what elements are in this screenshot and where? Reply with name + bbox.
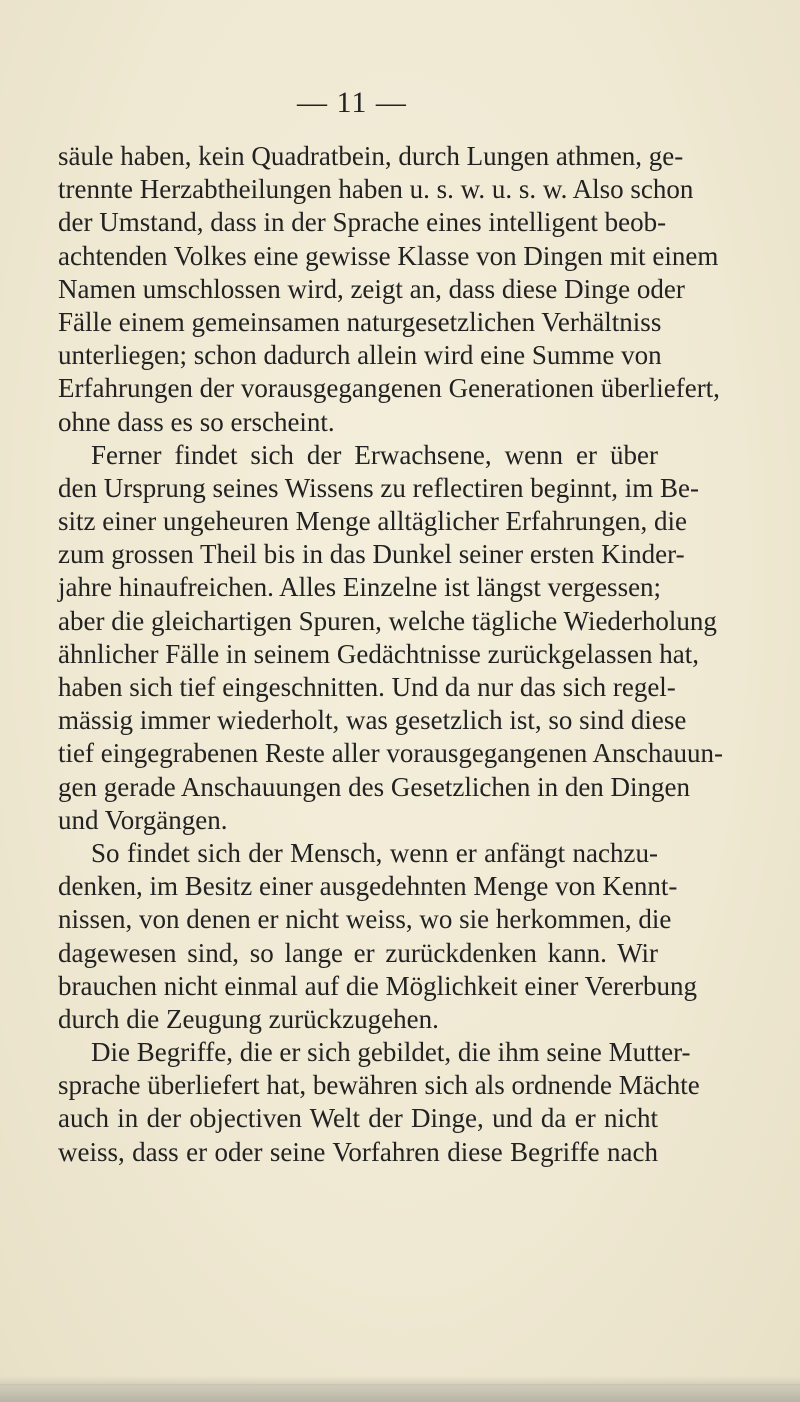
text-line: sitz einer ungeheuren Menge alltäglicher Erfahrungen, die [58, 506, 687, 537]
text-line: den Ursprung seines Wissens zu reflectiren beginnt, im Be- [58, 472, 699, 503]
text-line: unterliegen; schon dadurch allein wird eine Summe von [58, 340, 662, 371]
text-line: Namen umschlossen wird, zeigt an, dass diese Dinge oder [58, 273, 685, 304]
text-line: mässig immer wiederholt, was gesetzlich ist, so sind diese [58, 705, 687, 736]
text-line: säule haben, kein Quadratbein, durch Lungen athmen, ge- [58, 141, 684, 171]
text-line: weiss, dass er oder seine Vorfahren diese Begriffe nach [58, 1136, 658, 1167]
text-line: Ferner findet sich der Erwachsene, wenn er über [91, 439, 658, 470]
text-line: gen gerade Anschauungen des Gesetzlichen in den Dingen [58, 771, 691, 802]
text-line: Fälle einem gemeinsamen naturgesetzlichen Verhältniss [58, 306, 662, 337]
text-line: tief eingegrabenen Reste aller vorausgegangenen Anschauun- [58, 738, 723, 769]
text-line: trennte Herzabtheilungen haben u. s. w. u. s. w. Also schon [58, 174, 694, 205]
text-line: ohne dass es so erscheint. [58, 406, 335, 437]
text-line: dagewesen sind, so lange er zurückdenken kann. Wir [58, 937, 658, 968]
body-text [58, 140, 723, 1169]
text-line: auch in der objectiven Welt der Dinge, und da er nicht [58, 1103, 658, 1134]
text-line: aber die gleichartigen Spuren, welche tägliche Wiederholung [58, 605, 717, 636]
page-bottom-edge [0, 1376, 800, 1402]
text-line: Erfahrungen der vorausgegangenen Generationen überliefert, [58, 373, 720, 404]
text-line: zum grossen Theil bis in das Dunkel seiner ersten Kinder- [58, 539, 685, 570]
text-line: ähnlicher Fälle in seinem Gedächtnisse zurückgelassen hat, [58, 638, 700, 669]
text-line: brauchen nicht einmal auf die Möglichkeit einer Vererbung [58, 970, 698, 1001]
text-line: der Umstand, dass in der Sprache eines intelligent beob- [58, 207, 667, 238]
text-line: denken, im Besitz einer ausgedehnten Menge von Kennt- [58, 871, 678, 902]
text-line: nissen, von denen er nicht weiss, wo sie herkommen, die [58, 904, 672, 935]
text-line: Die Begriffe, die er sich gebildet, die ihm seine Mutter- [91, 1037, 691, 1068]
text-line: und Vorgängen. [58, 804, 228, 835]
page-number: — 11 — [297, 86, 407, 119]
text-line: haben sich tief eingeschnitten. Und da nur das sich regel- [58, 672, 676, 702]
text-line: sprache überliefert hat, bewähren sich als ordnende Mächte [58, 1070, 700, 1101]
text-line: jahre hinaufreichen. Alles Einzelne ist längst vergessen; [58, 572, 662, 603]
text-line: durch die Zeugung zurückzugehen. [58, 1003, 439, 1034]
text-line: So findet sich der Mensch, wenn er anfängt nachzu- [91, 837, 658, 868]
text-line: achtenden Volkes eine gewisse Klasse von Dingen mit einem [58, 240, 719, 271]
